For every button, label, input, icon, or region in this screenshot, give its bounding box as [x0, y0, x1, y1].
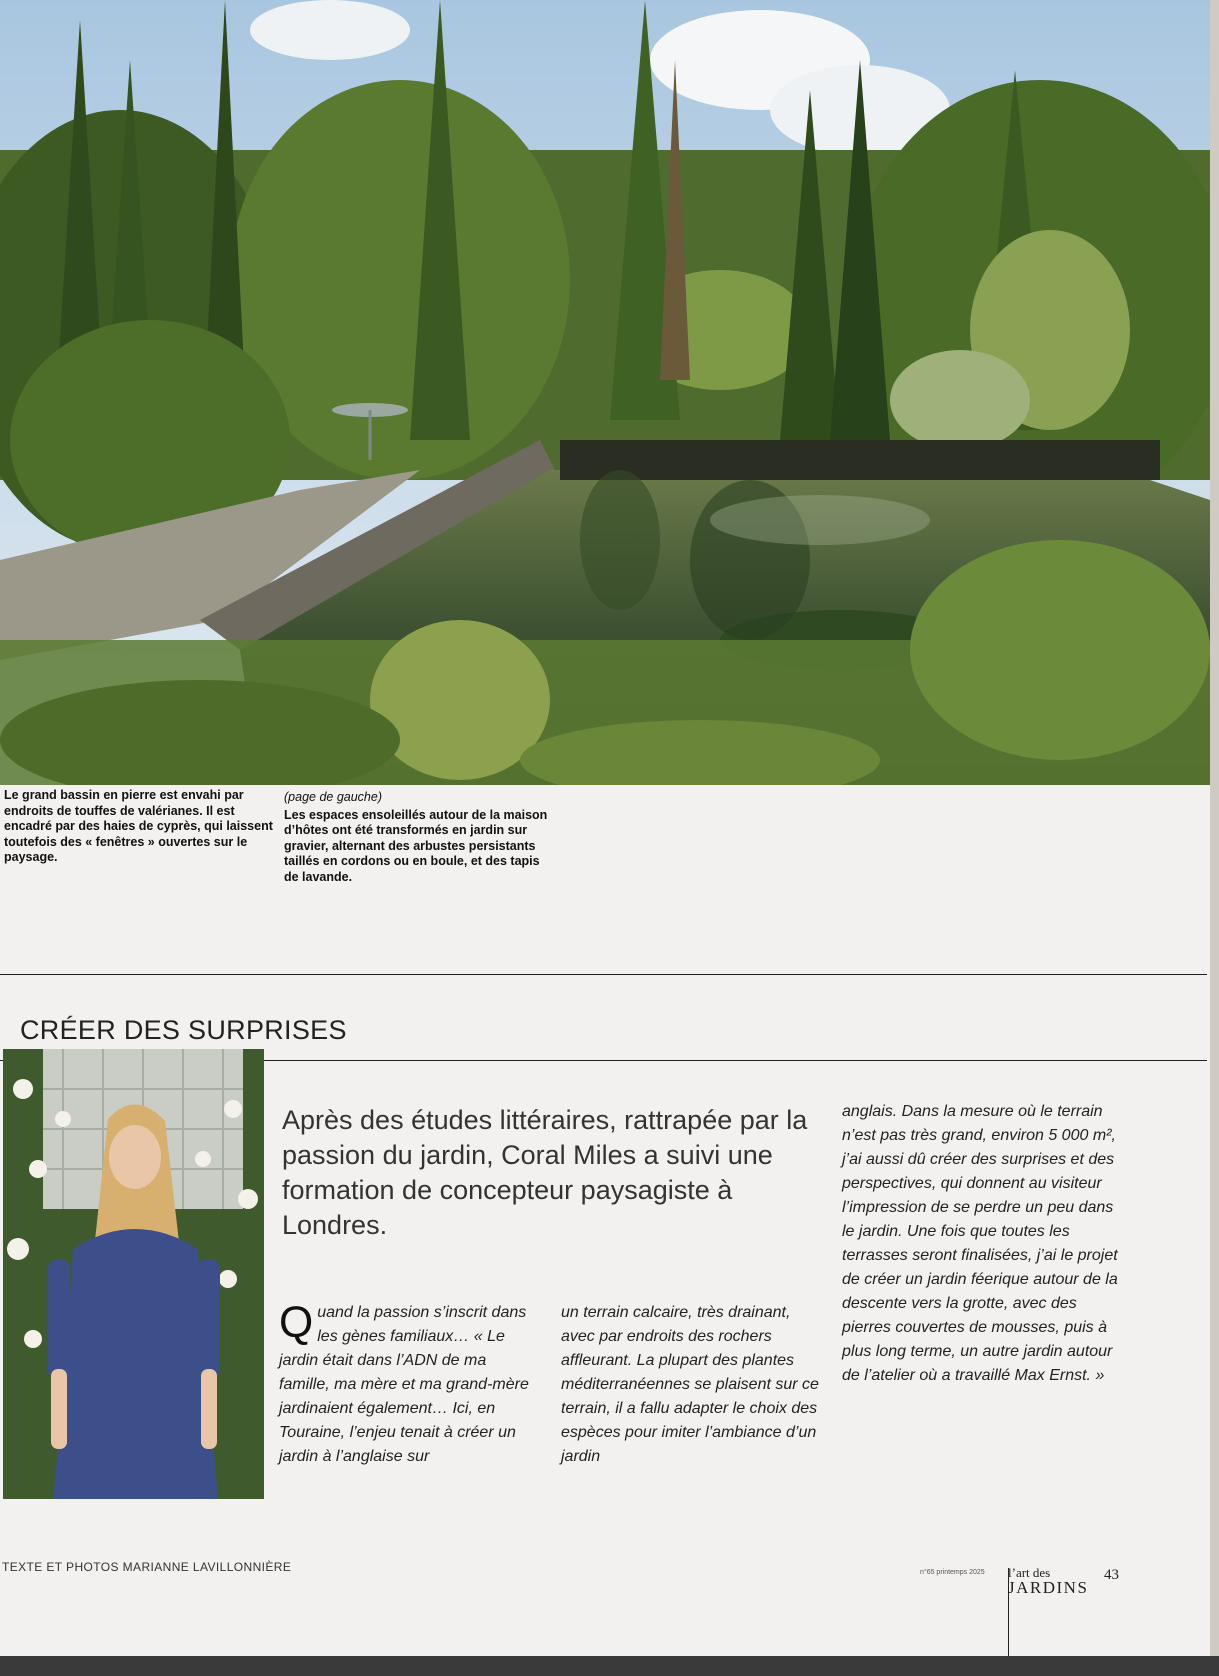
garden-pond-photo — [0, 0, 1210, 785]
portrait-photo-icon — [3, 1049, 264, 1499]
magazine-logo-line1: l’art des — [1008, 1565, 1051, 1580]
issue-folio: n°65 printemps 2025 — [920, 1569, 985, 1576]
photo-credit: TEXTE ET PHOTOS MARIANNE LAVILLONNIÈRE — [2, 1560, 292, 1574]
magazine-logo — [1008, 1566, 1088, 1597]
garden-pond-icon — [0, 0, 1210, 785]
drop-cap: Q — [279, 1298, 314, 1347]
caption-right — [284, 790, 554, 885]
page-edge — [1210, 0, 1219, 1676]
section-top-rule — [0, 974, 1207, 975]
caption-reference: (page de gauche) — [284, 790, 382, 804]
body-column-2: un terrain calcaire, très drainant, avec par endroits des rochers affleurant. La plupart des plantes méditerranéennes se plaisent sur ce terrain, il a fallu adapter le choix des espèces pour imiter l’ambiance d’un jardin — [561, 1304, 819, 1465]
page-number: 43 — [1104, 1567, 1119, 1583]
lede: Après des études littéraires, rattrapée par la passion du jardin, Coral Miles a suivi une formation de concepteur paysagiste à Londres. — [282, 1105, 808, 1240]
portrait-photo — [3, 1049, 264, 1499]
body-column-1-text: uand la passion s’inscrit dans les gènes familiaux… « Le jardin était dans l’ADN de ma famille, ma mère et ma grand-mère jardinaient également… Ici, en Touraine, l’enjeu tenait à créer un jardin à l’anglaise sur — [279, 1304, 529, 1465]
body-column-1 — [279, 1298, 537, 1469]
section-title: CRÉER DES SURPRISES — [20, 1015, 347, 1046]
magazine-logo-line2: JARDINS — [1008, 1578, 1089, 1597]
scan-bottom-band — [0, 1656, 1219, 1676]
caption-left: Le grand bassin en pierre est envahi par endroits de touffes de valérianes. Il est encadré par des haies de cyprès, qui laissent toutefois des « fenêtres » ouvertes sur le paysage. — [4, 788, 273, 864]
caption-right-text: Les espaces ensoleillés autour de la maison d’hôtes ont été transformés en jardin sur gravier, alternant des arbustes persistants taillés en cordons ou en boule, et des tapis de lavande. — [284, 807, 548, 884]
body-column-3: anglais. Dans la mesure où le terrain n’est pas très grand, environ 5 000 m², j’ai aussi dû créer des surprises et des perspectives, qui donnent au visiteur l’impression de se perdre un peu dans le jardin. Une fois que toutes les terrasses seront finalisées, j’ai le projet de créer un jardin féerique autour de la descente vers la grotte, avec des pierres couvertes de mousses, puis à plus long terme, un autre jardin autour de l’atelier où a travaillé Max Ernst. » — [842, 1103, 1118, 1384]
